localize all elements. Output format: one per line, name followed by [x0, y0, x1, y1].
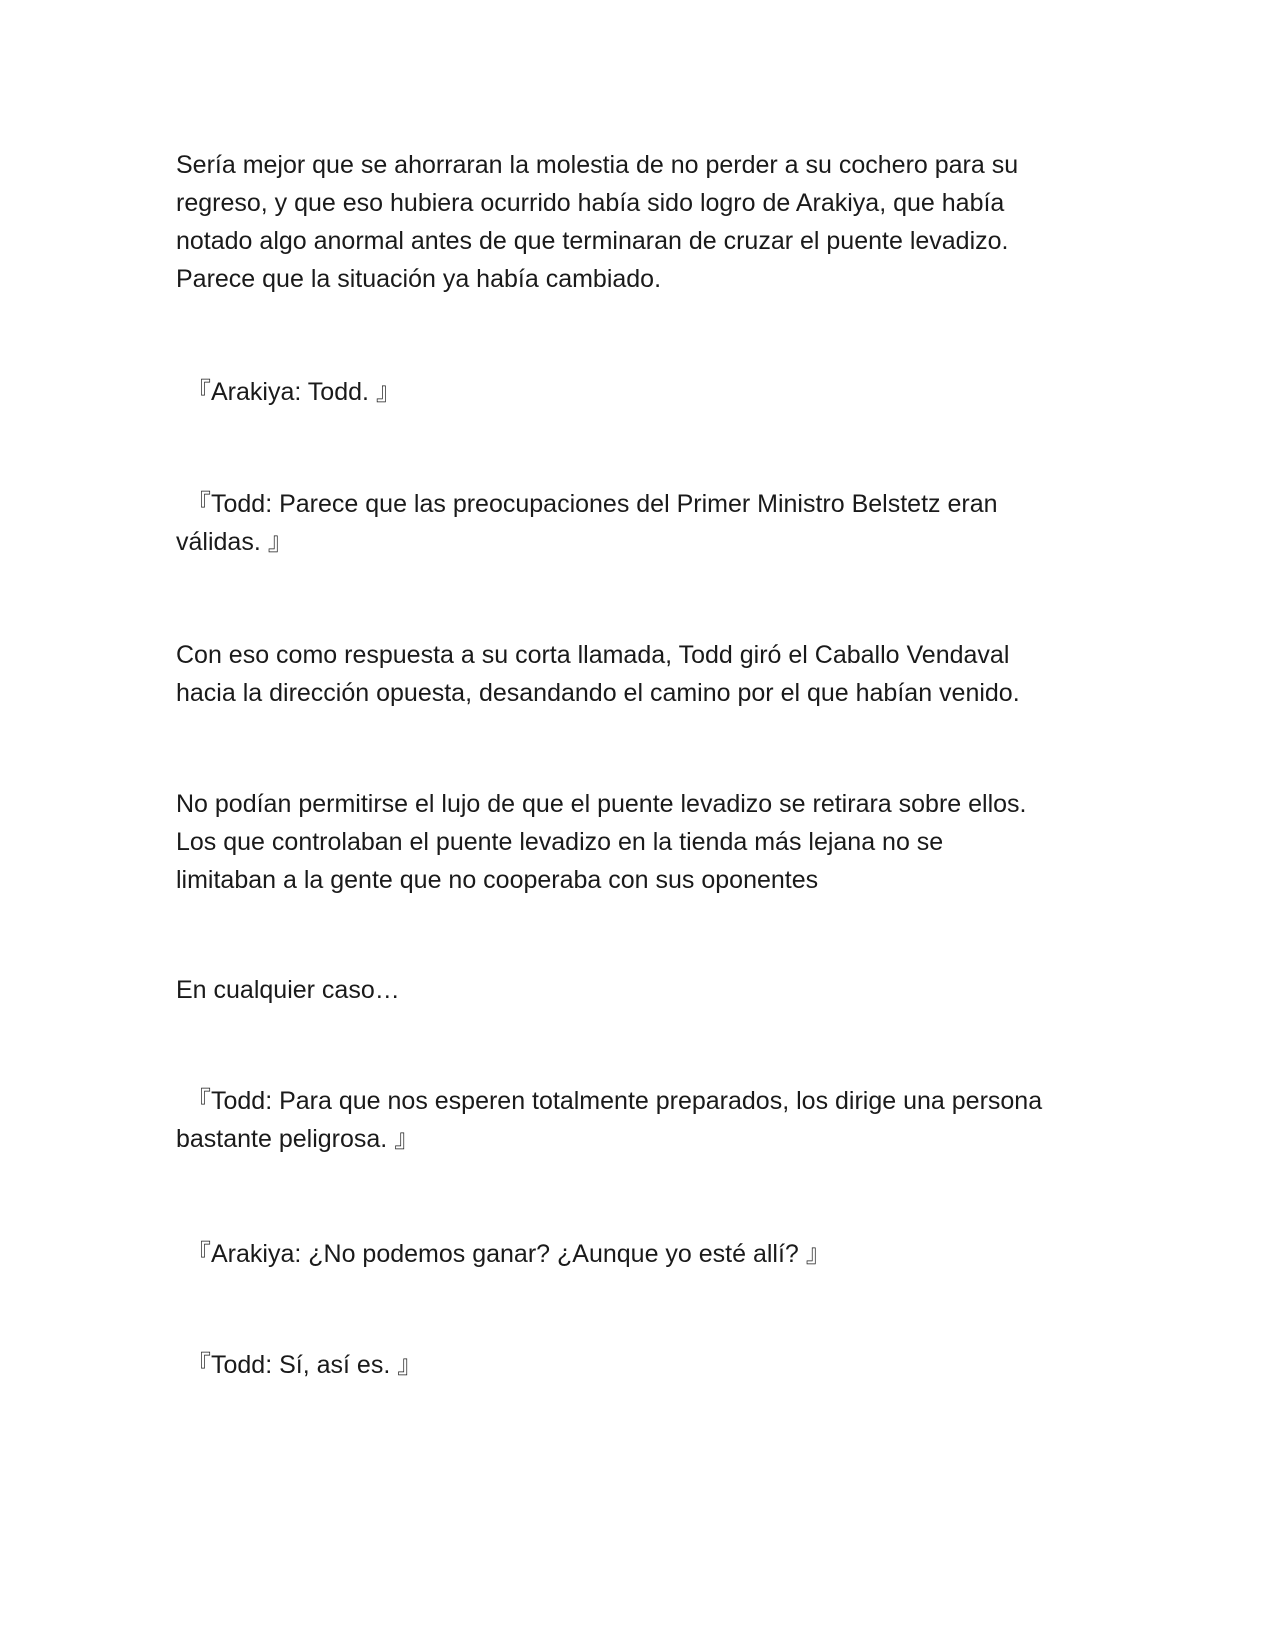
paragraph-narration-2 — [176, 636, 1116, 712]
text-line: Los que controlaban el puente levadizo en la tienda más lejana no se — [176, 828, 944, 856]
paragraph-narration-1 — [176, 146, 1116, 298]
dialogue-arakiya-1 — [176, 373, 1116, 411]
text-line: 『Arakiya: Todd. 』 — [186, 378, 401, 406]
dialogue-arakiya-2 — [176, 1235, 1116, 1273]
text-line: No podían permitirse el lujo de que el puente levadizo se retirara sobre ellos. — [176, 790, 1027, 818]
text-line: notado algo anormal antes de que terminaran de cruzar el puente levadizo. — [176, 227, 1009, 255]
dialogue-todd-3 — [176, 1346, 1116, 1384]
text-line: En cualquier caso… — [176, 976, 400, 1004]
text-line: 『Arakiya: ¿No podemos ganar? ¿Aunque yo esté allí? 』 — [186, 1240, 831, 1268]
text-line: regreso, y que eso hubiera ocurrido había sido logro de Arakiya, que había — [176, 189, 1005, 217]
text-line: 『Todd: Sí, así es. 』 — [186, 1351, 423, 1379]
text-line: válidas. 』 — [176, 528, 293, 556]
dialogue-todd-1 — [176, 485, 1116, 561]
text-line: 『Todd: Parece que las preocupaciones del Primer Ministro Belstetz eran — [186, 490, 998, 518]
text-line: bastante peligrosa. 』 — [176, 1125, 420, 1153]
text-line: Parece que la situación ya había cambiado. — [176, 265, 662, 293]
text-line: Con eso como respuesta a su corta llamada, Todd giró el Caballo Vendaval — [176, 641, 1010, 669]
text-line: limitaban a la gente que no cooperaba con sus oponentes — [176, 866, 819, 894]
paragraph-narration-3 — [176, 785, 1116, 899]
dialogue-todd-2 — [176, 1082, 1116, 1158]
paragraph-narration-4 — [176, 971, 1116, 1009]
text-line: hacia la dirección opuesta, desandando el camino por el que habían venido. — [176, 679, 1020, 707]
text-line: Sería mejor que se ahorraran la molestia de no perder a su cochero para su — [176, 151, 1019, 179]
text-line: 『Todd: Para que nos esperen totalmente preparados, los dirige una persona — [186, 1087, 1043, 1115]
